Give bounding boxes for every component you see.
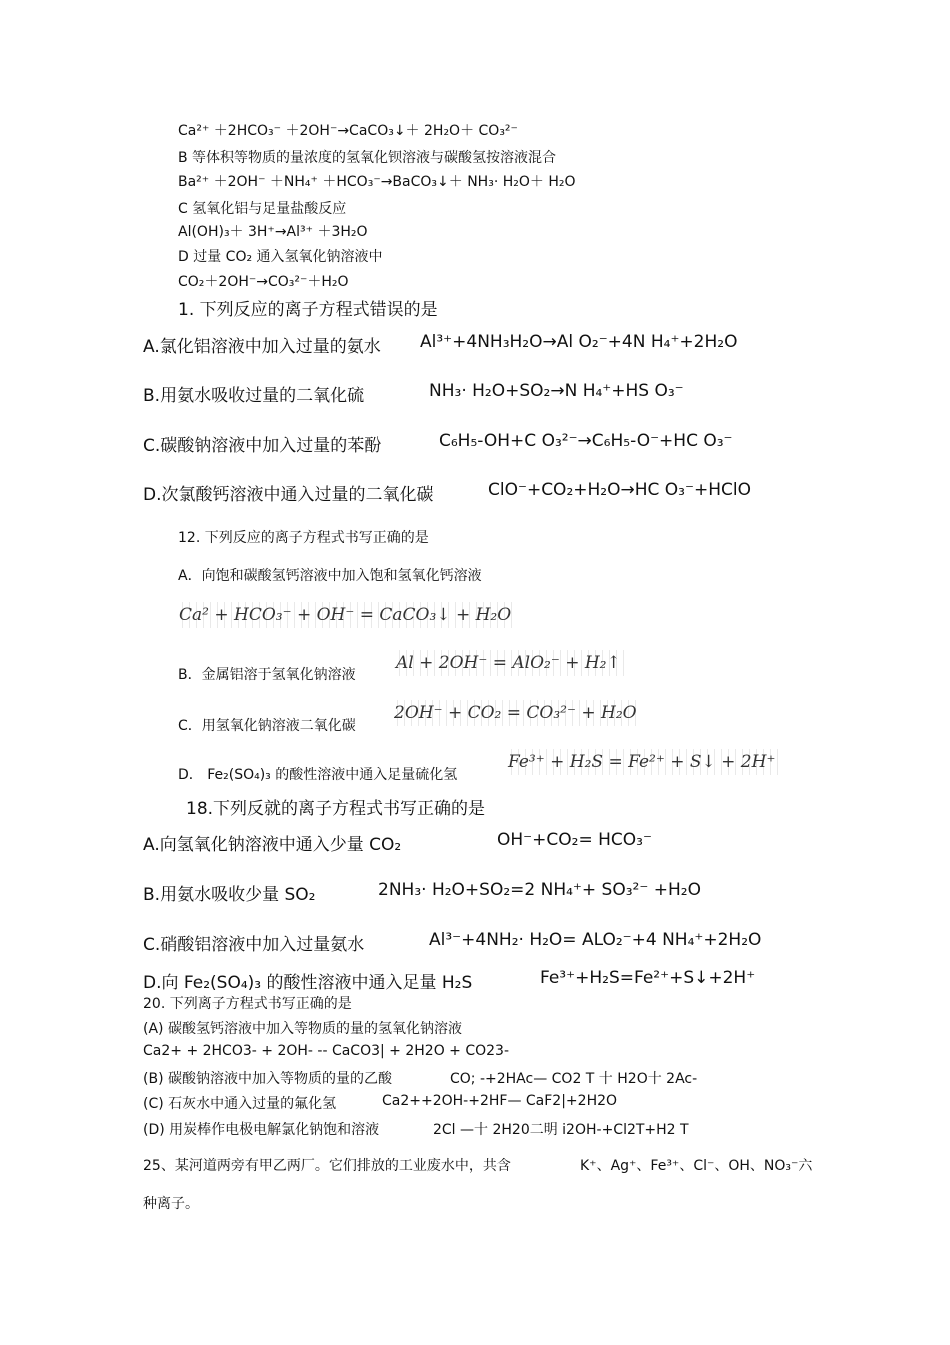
q1-option-c [143, 431, 733, 456]
q18-option-d [143, 968, 756, 993]
q1-option-d-equation: ClO⁻+CO₂+H₂O→HC O₃⁻+HClO [488, 480, 751, 500]
ln-05: Al(OH)₃＋ 3H⁺→Al³⁺ ＋3H₂O [178, 224, 368, 240]
q12-option-c-equation-image: 2OH⁻ + CO₂ = CO₃²⁻ + H₂O [391, 700, 640, 726]
q1-option-c-text: C.碳酸钠溶液中加入过量的苯酚 [143, 436, 382, 456]
q25-text: 25、某河道两旁有甲乙两厂。它们排放的工业废水中，共含 [143, 1158, 511, 1174]
q18-option-b [143, 880, 701, 905]
q18-option-a-equation: OH⁻+CO₂= HCO₃⁻ [497, 830, 652, 850]
q1-option-a-equation: Al³⁺+4NH₃H₂O→Al O₂⁻+4N H₄⁺+2H₂O [420, 332, 738, 352]
q18-option-a [143, 830, 652, 855]
q18-option-d-text: D.向 Fe₂(SO₄)₃ 的酸性溶液中通入足量 H₂S [143, 973, 473, 993]
q1-option-a [143, 332, 738, 357]
q20-option-c [143, 1093, 618, 1113]
q12-option-c-text: C．用氢氧化钠溶液二氧化碳 [178, 718, 356, 734]
q12-option-a-equation-image: Ca² + HCO₃⁻ + OH⁻ = CaCO₃↓ + H₂O [176, 602, 514, 628]
q20-option-a-equation: Ca2+ + 2HCO3- + 2OH- -- CaCO3| + 2H2O + CO23- [143, 1043, 510, 1059]
q1-option-b [143, 381, 684, 406]
ln-03: Ba²⁺ ＋2OH⁻ ＋NH₄⁺ ＋HCO₃⁻→BaCO₃↓＋ NH₃· H₂O＋ H₂O [178, 174, 576, 190]
q12-option-d-equation-image: Fe³⁺ + H₂S = Fe²⁺ + S↓ + 2H⁺ [505, 749, 778, 775]
q20-option-b-equation: CO; -+2HAc— CO2 T 十 H2O十 2Ac- [450, 1071, 698, 1087]
q18-option-c [143, 930, 762, 955]
q12-option-d-text: D． Fe₂(SO₄)₃ 的酸性溶液中通入足量硫化氢 [178, 767, 458, 783]
q1-option-a-text: A.氯化铝溶液中加入过量的氨水 [143, 337, 381, 357]
question-1-title: 1. 下列反应的离子方程式错误的是 [178, 300, 438, 320]
question-20-title: 20. 下列离子方程式书写正确的是 [143, 996, 352, 1012]
q20-option-b [143, 1068, 698, 1088]
q20-option-a-text: (A) 碳酸氢钙溶液中加入等物质的量的氢氧化钠溶液 [143, 1021, 462, 1037]
ln-02: B 等体积等物质的量浓度的氢氧化钡溶液与碳酸氢按溶液混合 [178, 150, 557, 166]
q1-option-d [143, 480, 751, 505]
question-25 [143, 1155, 813, 1175]
q25-ions: K⁺、Ag⁺、Fe³⁺、Cl⁻、OH、NO₃⁻六 [580, 1158, 813, 1174]
q1-option-c-equation: C₆H₅-OH+C O₃²⁻→C₆H₅-O⁻+HC O₃⁻ [439, 431, 733, 451]
ln-04: C 氢氧化铝与足量盐酸反应 [178, 201, 347, 217]
ln-06: D 过量 CO₂ 通入氢氧化钠溶液中 [178, 249, 383, 265]
q20-option-d-equation: 2Cl —十 2H20二明 i2OH-+Cl2T+H2 T [433, 1122, 689, 1138]
q18-option-b-text: B.用氨水吸收少量 SO₂ [143, 885, 316, 905]
ln-07: CO₂＋2OH⁻→CO₃²⁻＋H₂O [178, 274, 349, 290]
q12-option-a-text: A．向饱和碳酸氢钙溶液中加入饱和氢氧化钙溶液 [178, 568, 482, 584]
q18-option-c-equation: Al³⁻+4NH₂· H₂O= ALO₂⁻+4 NH₄⁺+2H₂O [429, 930, 762, 950]
q12-option-b-equation-image: Al + 2OH⁻ = AlO₂⁻ + H₂↑ [393, 650, 624, 676]
q20-option-d [143, 1119, 689, 1139]
q18-option-a-text: A.向氢氧化钠溶液中通入少量 CO₂ [143, 835, 402, 855]
q18-option-b-equation: 2NH₃· H₂O+SO₂=2 NH₄⁺+ SO₃²⁻ +H₂O [378, 880, 701, 900]
question-12-title: 12. 下列反应的离子方程式书写正确的是 [178, 530, 429, 546]
question-18-title: 18.下列反就的离子方程式书写正确的是 [186, 799, 486, 819]
q1-option-b-text: B.用氨水吸收过量的二氧化硫 [143, 386, 365, 406]
q20-option-d-text: (D) 用炭棒作电极电解氯化钠饱和溶液 [143, 1122, 380, 1138]
q18-option-c-text: C.硝酸铝溶液中加入过量氨水 [143, 935, 365, 955]
q1-option-b-equation: NH₃· H₂O+SO₂→N H₄⁺+HS O₃⁻ [429, 381, 684, 401]
q20-option-c-equation: Ca2++2OH-+2HF— CaF2|+2H2O [382, 1093, 618, 1109]
q12-option-b-text: B．金属铝溶于氢氧化钠溶液 [178, 667, 356, 683]
q1-option-d-text: D.次氯酸钙溶液中通入过量的二氧化碳 [143, 485, 434, 505]
ln-01: Ca²⁺ ＋2HCO₃⁻ ＋2OH⁻→CaCO₃↓＋ 2H₂O＋ CO₃²⁻ [178, 123, 518, 139]
q18-option-d-equation: Fe³⁺+H₂S=Fe²⁺+S↓+2H⁺ [540, 968, 756, 988]
q25-continuation: 种离子。 [143, 1196, 199, 1212]
q20-option-c-text: (C) 石灰水中通入过量的氟化氢 [143, 1096, 337, 1112]
q20-option-b-text: (B) 碳酸钠溶液中加入等物质的量的乙酸 [143, 1071, 392, 1087]
